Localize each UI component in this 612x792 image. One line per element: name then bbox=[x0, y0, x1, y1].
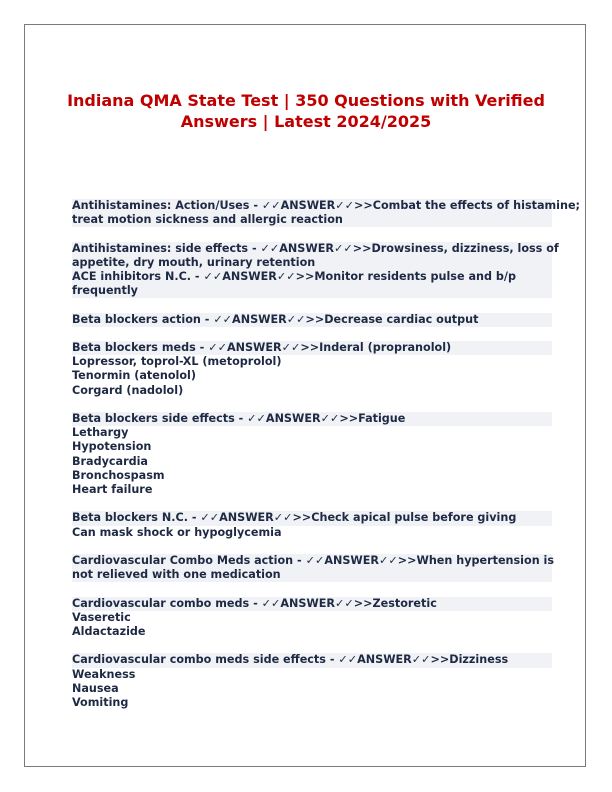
entry-line: Antihistamines: Action/Uses - ✓✓ANSWER✓✓>>Combat the effects of histamine; bbox=[72, 199, 581, 212]
entry-line: Tenormin (atenolol) bbox=[72, 369, 196, 383]
entry-line: Vaseretic bbox=[72, 610, 131, 624]
qa-entry-ace-inhibitors-nc bbox=[72, 270, 552, 298]
qa-entry-antihistamines-side-effects bbox=[72, 241, 559, 270]
entry-line: Hypotension bbox=[72, 440, 152, 454]
entry-line: Can mask shock or hypoglycemia bbox=[72, 525, 282, 539]
entry-line: appetite, dry mouth, urinary retention bbox=[72, 256, 552, 270]
entry-line: Cardiovascular Combo Meds action - ✓✓ANSWER✓✓>>When hypertension is bbox=[72, 553, 555, 567]
entry-line: Bradycardia bbox=[72, 454, 148, 468]
qa-entry-beta-blockers-meds bbox=[72, 341, 552, 398]
entry-line: Lopressor, toprol-XL (metoprolol) bbox=[72, 355, 282, 369]
entry-line: treat motion sickness and allergic reaction bbox=[72, 213, 552, 227]
entry-line: Weakness bbox=[72, 667, 136, 681]
entry-line: Corgard (nadolol) bbox=[72, 383, 184, 397]
entry-line: Nausea bbox=[72, 681, 119, 695]
entry-line: Beta blockers meds - ✓✓ANSWER✓✓>>Inderal (propranolol) bbox=[72, 341, 552, 355]
entry-line: Beta blockers side effects - ✓✓ANSWER✓✓>>Fatigue bbox=[72, 412, 552, 426]
qa-entry-beta-blockers-side-effects bbox=[72, 412, 552, 497]
qa-entry-beta-blockers-nc bbox=[72, 511, 552, 539]
entry-line: Beta blockers N.C. - ✓✓ANSWER✓✓>>Check apical pulse before giving bbox=[72, 511, 552, 525]
document-title bbox=[60, 90, 552, 132]
qa-entry-beta-blockers-action bbox=[72, 313, 552, 327]
entry-line: not relieved with one medication bbox=[72, 568, 552, 582]
qa-list bbox=[72, 199, 581, 710]
entry-line: Bronchospasm bbox=[72, 468, 165, 482]
qa-entry-cardiovascular-combo-meds bbox=[72, 597, 552, 640]
title-line-1: Indiana QMA State Test | 350 Questions with Verified bbox=[67, 91, 545, 110]
entry-line: Cardiovascular combo meds side effects - ✓✓ANSWER✓✓>>Dizziness bbox=[72, 653, 552, 667]
entry-line: Vomiting bbox=[72, 695, 129, 709]
entry-line: Aldactazide bbox=[72, 624, 146, 638]
entry-line: Heart failure bbox=[72, 483, 153, 496]
title-line-2: Answers | Latest 2024/2025 bbox=[180, 112, 432, 131]
qa-entry-cardiovascular-combo-action bbox=[72, 553, 555, 582]
entry-line: Lethargy bbox=[72, 426, 129, 440]
entry-line: Antihistamines: side effects - ✓✓ANSWER✓✓>>Drowsiness, dizziness, loss of bbox=[72, 241, 559, 255]
qa-entry-cardiovascular-combo-side-effects bbox=[72, 653, 552, 710]
entry-line: Cardiovascular combo meds - ✓✓ANSWER✓✓>>Zestoretic bbox=[72, 597, 552, 611]
entry-line: frequently bbox=[72, 284, 552, 298]
qa-entry-antihistamines-action bbox=[72, 199, 581, 227]
entry-line: ACE inhibitors N.C. - ✓✓ANSWER✓✓>>Monitor residents pulse and b/p bbox=[72, 270, 552, 284]
entry-line: Beta blockers action - ✓✓ANSWER✓✓>>Decrease cardiac output bbox=[72, 313, 552, 327]
